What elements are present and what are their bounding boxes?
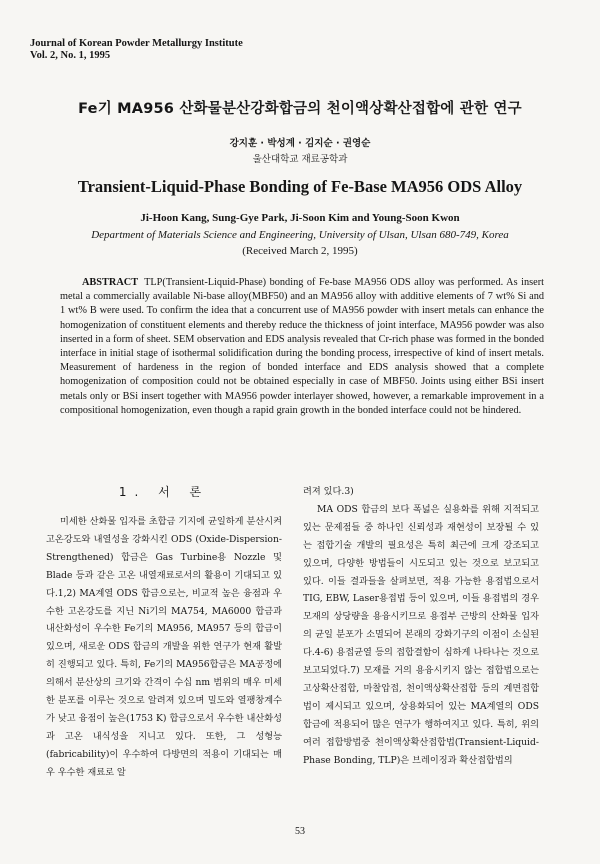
journal-header xyxy=(30,38,243,62)
journal-name: Journal of Korean Powder Metallurgy Institute xyxy=(30,38,243,49)
abstract-label: ABSTRACT xyxy=(82,277,139,288)
intro-paragraph-2: MA ODS 합금의 보다 폭넓은 실용화를 위해 지적되고 있는 문제점들 중 하나인 신뢰성과 재현성이 보장될 수 있는 접합기술 개발의 필요성은 특히 최근에 크게 강조되고 있으며, 다양한 방법들이 시도되고 있는 것으로 보고되고 있다. 이들 결과들을 살펴보면, 적용 가능한 용접법으로서 TIG, EBW, Laser용접법 등이 있으며, 이들 용접법의 경우 모재의 상당량을 용융시키므로 용접부 근방의 산화물 입자의 균일 분포가 소멸되어 본래의 강화기구의 이점이 소실된다.4-6) 용접균열 등의 접합결함이 심하게 나타나는 것으로 보고되었다.7) 모재를 거의 용융시키지 않는 접합법으로는 고상확산접합, 마찰압접, 천이액상확산접합 등의 계면접합법이 제시되고 있으며, 상용화되어 있는 MA계열의 ODS 합금에 적용되어 많은 연구가 행하여지고 있다. 특히, 위의 여러 접합방법중 천이액상확산접합법(Transient-Liquid-Phase Bonding, TLP)은 브레이징과 확산접합법의 xyxy=(303,503,539,766)
journal-volume: Vol. 2, No. 1, 1995 xyxy=(30,50,111,61)
korean-title: Fe기 MA956 산화물분산강화합금의 천이액상확산접합에 관한 연구 xyxy=(78,101,522,117)
intro-paragraph-1-continued: 려져 있다.3) xyxy=(303,486,354,497)
english-authors: Ji-Hoon Kang, Sung-Gye Park, Ji-Soon Kim and Young-Soon Kwon xyxy=(140,212,460,224)
korean-authors: 강지훈 · 박성계 · 김지순 · 권영순 xyxy=(229,138,371,149)
page-number: 53 xyxy=(295,826,305,837)
intro-paragraph-1: 미세한 산화물 입자를 초합금 기지에 균일하게 분산시켜 고온강도와 내열성을 강화시킨 ODS (Oxide-Dispersion-Strengthened) 합금은 Gas Turbine용 Nozzle 및 Blade 등과 같은 고온 내열재료로서의 활용이 기대되고 있다.1,2) MA계열 ODS 합금으로는, 비교적 높은 융점과 우수한 고온강도를 지닌 Ni기의 MA754, MA6000 합금과 내산화성이 우수한 Fe기의 MA956, MA957 등의 합금이 있으며, 새로운 ODS 합금의 개발을 위한 연구가 현재 활발히 진행되고 있다. 특히, Fe기의 MA956합금은 MA공정에 의해서 분산상의 크기와 간격이 수십 nm 범위의 매우 미세한 분포를 이루는 것으로 알려져 있으며 밀도와 열팽창계수가 낮고 융점이 높은(1753 K) 합금으로서 우수한 내산화성과 고온 내식성을 지니고 있다. 또한, 그 성형능(fabricability)이 우수하여 다방면의 적용이 기대되는 매우 우수한 재료로 알 xyxy=(46,516,282,778)
english-title: Transient-Liquid-Phase Bonding of Fe-Base MA956 ODS Alloy xyxy=(77,177,523,196)
korean-affiliation: 울산대학교 재료공학과 xyxy=(252,154,348,165)
right-column xyxy=(303,483,539,770)
abstract xyxy=(60,276,544,418)
received-date: (Received March 2, 1995) xyxy=(242,245,358,257)
english-affiliation: Department of Materials Science and Engineering, University of Ulsan, Ulsan 680-749, Korea xyxy=(91,229,509,241)
section-heading: 1. 서 론 xyxy=(118,485,210,499)
abstract-text: TLP(Transient-Liquid-Phase) bonding of Fe-base MA956 ODS alloy was performed. As insert metal a commercially available Ni-base alloy(MBF50) and an MA956 alloy with additive elements of 7 wt% Si and 1 wt% B were used. To confirm the idea that a concurrent use of MA956 powder with insert metals can enhance the homogenization of constituent elements and thereby reduce the thickness of joint interface, MA956 powder was also inserted in a form of sheet. SEM observation and EDS analysis revealed that Cr-rich phase was formed in the bonded interface in initial stage of isothermal solidification during the bonding process, irrespective of kind of insert metals. Measurement of hardeness in the region of bonded interface and EDS analysis showed that a complete homogenization of composition could not be obtained especially in case of MBF50. Joints using either BSi insert metals only or BSi insert together with MA956 powder interlayer showed, however, a remarkable improvement in a compositional homogenization, even though a rapid grain growth in the bonded interface could not be hindered. xyxy=(60,277,544,416)
left-column xyxy=(46,483,282,782)
